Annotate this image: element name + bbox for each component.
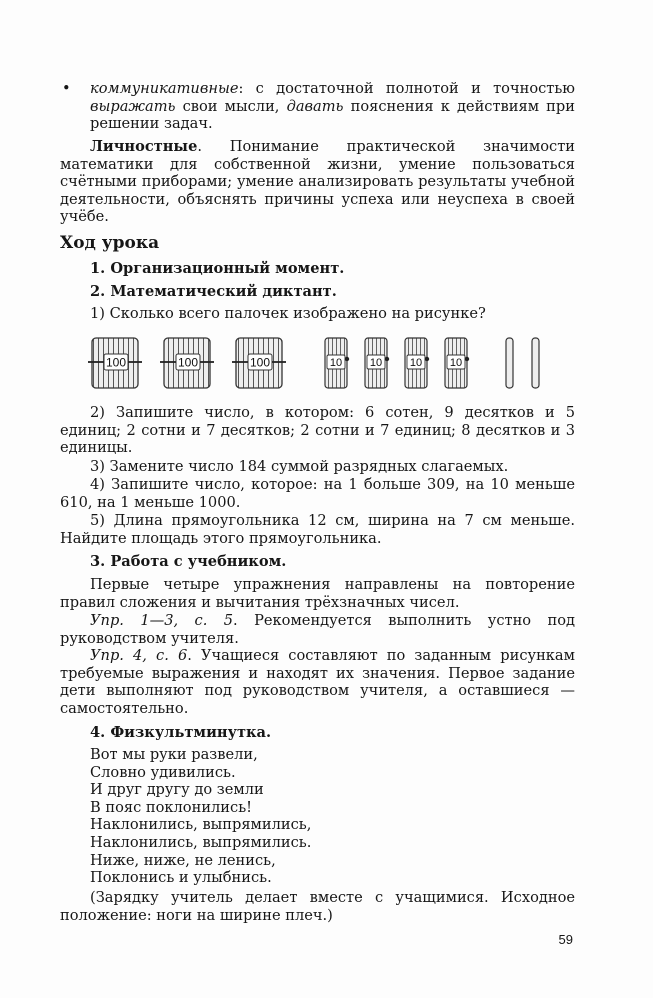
bundle-10-1-label: 10 [329, 357, 343, 369]
bundle-100-1-label: 100 [105, 355, 127, 370]
single-stick-1 [506, 338, 513, 388]
page-number: 59 [558, 932, 573, 947]
bundle-10-3-label: 10 [409, 357, 423, 369]
question-2-text: 2) Запишите число, в котором: 6 сотен, 9 десятков и 5 единиц; 2 сотни и 7 десятков; 2 сотни и 7 единиц; 8 десятков и 3 единицы. [60, 404, 575, 457]
exercise-ref-1-3: Упр. 1—3, с. 5 [90, 612, 234, 629]
bullet-communicative [62, 80, 575, 133]
verse-line: И друг другу до земли [90, 781, 264, 799]
exercise-ref-4: Упр. 4, с. 6 [90, 647, 188, 664]
bundle-10-4-label: 10 [449, 357, 463, 369]
bundle-10-2 [365, 338, 389, 388]
question-1 [60, 305, 575, 323]
paragraph-ex-4-text: . Учащиеся составляют по заданным рисункам требуемые выражения и находят их значения. Первое задание дети выполняют под руководством учителя, а оставшиеся — самостоятельно. [60, 647, 575, 717]
personal-paragraph [60, 138, 575, 226]
verse-line: Наклонились, выпрямились, [90, 816, 312, 834]
bundle-10-4 [445, 338, 469, 388]
bullet-text [90, 80, 575, 133]
bullet-dot: • [62, 80, 71, 97]
verse-line: Наклонились, выпрямились. [90, 833, 312, 851]
verse-line: Ниже, ниже, не ленись, [90, 851, 276, 869]
section-3-title: 3. Работа с учебником. [90, 553, 287, 570]
section-2 [60, 283, 575, 301]
paragraph-ex-1-3-text: . Рекомендуется выполнить устно под руководством учителя. [60, 612, 575, 647]
verse-line: Словно удивились. [90, 763, 236, 781]
bundle-100-3-label: 100 [249, 355, 271, 370]
paragraph-ex-1-3 [60, 612, 575, 647]
personal-text: . Понимание практической значимости математики для собственной жизни, умение пользоваться счётными приборами; умение анализировать результаты учебной деятельности, объяснять причины успеха или неуспеха в своей учёбе. [60, 138, 575, 226]
exercise-note [60, 889, 575, 924]
lesson-heading: Ход урока [60, 233, 160, 253]
question-3 [60, 458, 575, 476]
bullet-text-3: пояснения к действиям при решении задач. [90, 97, 575, 133]
single-stick-2 [532, 338, 539, 388]
question-1-text: 1) Сколько всего палочек изображено на рисунке? [90, 305, 486, 322]
term-express: выражать [90, 97, 176, 115]
bundle-10-2-label: 10 [369, 357, 383, 369]
question-3-text: 3) Замените число 184 суммой разрядных слагаемых. [90, 458, 509, 475]
paragraph-exercises-text: Первые четыре упражнения направлены на повторение правил сложения и вычитания трёхзначных чисел. [60, 576, 575, 611]
bundle-10-1 [325, 338, 349, 388]
personal-label: Личностные [90, 138, 198, 155]
bundle-100-3 [232, 338, 286, 388]
paragraph-ex-4 [60, 647, 575, 717]
bullet-text-2: свои мысли, [175, 97, 287, 115]
verse-line: Поклонись и улыбнись. [90, 869, 272, 887]
section-3 [60, 553, 575, 571]
bundle-100-2-label: 100 [177, 355, 199, 370]
section-1-title: 1. Организационный момент. [90, 260, 345, 277]
bundle-100-1 [88, 338, 142, 388]
term-communicative: коммуникативные [90, 80, 239, 97]
section-4-title: 4. Физкультминутка. [90, 724, 272, 741]
question-4-text: 4) Запишите число, которое: на 1 больше 309, на 10 меньше 610, на 1 меньше 1000. [60, 476, 575, 511]
question-5 [60, 512, 575, 547]
exercise-verse [90, 746, 570, 887]
verse-line: Вот мы руки развели, [90, 746, 258, 763]
bundle-10-3 [405, 338, 429, 388]
bullet-text-1: : с достаточной полнотой и точностью [238, 80, 575, 97]
section-4 [60, 724, 575, 742]
section-2-title: 2. Математический диктант. [90, 283, 337, 300]
question-4 [60, 476, 575, 511]
exercise-note-text: (Зарядку учитель делает вместе с учащимися. Исходное положение: ноги на ширине плеч.) [60, 889, 575, 924]
verse-line: В пояс поклонились! [90, 798, 253, 816]
question-2 [60, 404, 575, 457]
paragraph-exercises [60, 576, 575, 611]
bundle-100-2 [160, 338, 214, 388]
section-1 [60, 260, 575, 278]
sticks-figure [88, 334, 558, 392]
term-give: давать [286, 97, 344, 115]
question-5-text: 5) Длина прямоугольника 12 см, ширина на 7 см меньше. Найдите площадь этого прямоугольника. [60, 512, 575, 547]
